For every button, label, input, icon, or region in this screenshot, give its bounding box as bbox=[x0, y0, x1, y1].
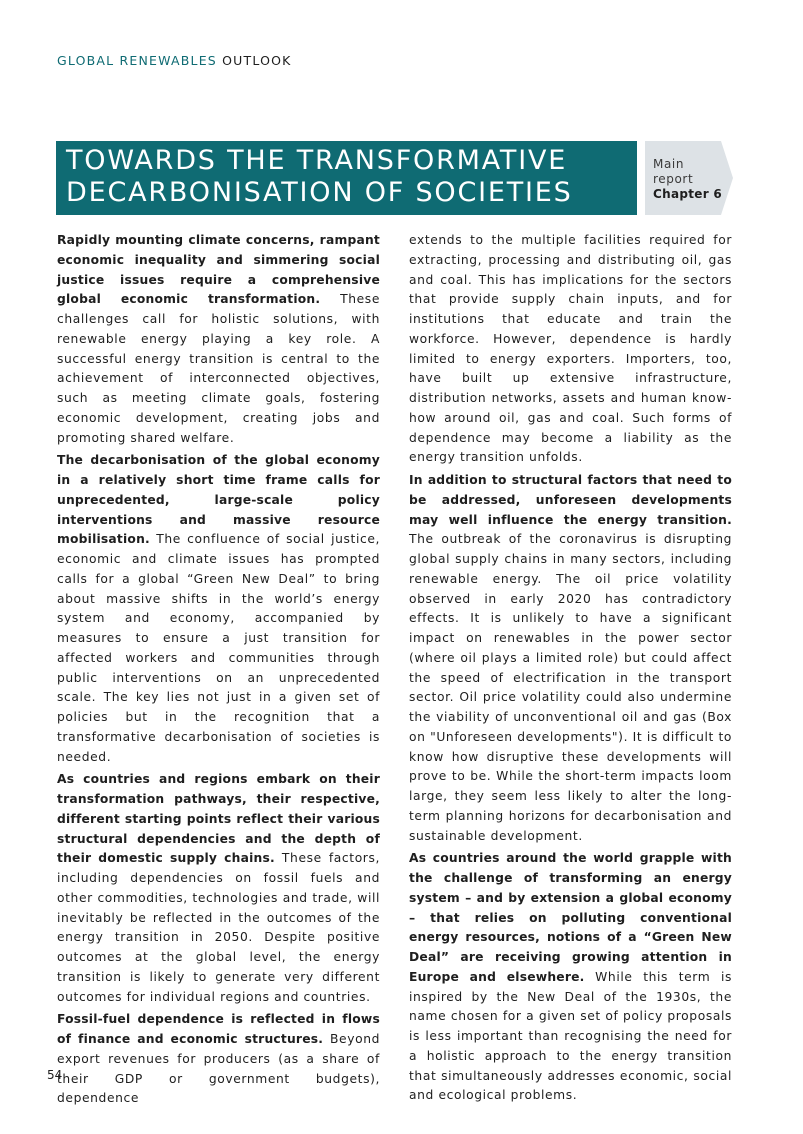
chapter-tab-text bbox=[653, 157, 722, 202]
paragraph-text: extends to the multiple facilities required for extracting, processing and distributing oil, gas and coal. This has implications for the sectors that provide supply chain inputs, and for institutions that educate and train the workforce. However, dependence is hardly limited to energy exporters. Importers, too, have built up extensive infrastructure, distribution networks, assets and human know-how around oil, gas and coal. Such forms of dependence may become a liability as the energy transition unfolds. bbox=[409, 233, 732, 465]
running-header-section: OUTLOOK bbox=[216, 53, 292, 68]
running-header bbox=[57, 53, 292, 68]
running-header-brand: GLOBAL RENEWABLES bbox=[57, 53, 217, 68]
paragraph-text: Beyond export revenues for producers (as a share of their GDP or government budgets), dependence bbox=[57, 1032, 380, 1106]
paragraph-text: These factors, including dependencies on fossil fuels and other commodities, technologies and trade, will inevitably be reflected in the outcomes of the energy transition in 2050. Despite positive outcomes at the global level, the energy transition is likely to generate very different outcomes for individual regions and countries. bbox=[57, 851, 380, 1004]
paragraph bbox=[409, 471, 732, 846]
paragraph-lead: The decarbonisation of the global economy in a relatively short time frame calls for unprecedented, large-scale policy interventions and massive resource mobilisation. bbox=[57, 453, 380, 547]
paragraph bbox=[409, 231, 732, 468]
paragraph-lead: Fossil-fuel dependence is reflected in flows of finance and economic structures. bbox=[57, 1012, 380, 1046]
paragraph bbox=[57, 231, 380, 448]
paragraph-text: While this term is inspired by the New Deal of the 1930s, the name chosen for a given set of policy proposals is less important than recognising the need for a holistic approach to the energy transition that simultaneously addresses economic, social and ecological problems. bbox=[409, 969, 732, 1103]
paragraph-text: The confluence of social justice, economic and climate issues has prompted calls for a global “Green New Deal” to bring about massive shifts in the world’s energy system and economy, accompanied by measures to ensure a just transition for affected workers and communities through public interventions on an unprecedented scale. The key lies not just in a given set of policies but in the recognition that a transformative decarbonisation of societies is needed. bbox=[57, 532, 380, 764]
paragraph-text: The outbreak of the coronavirus is disrupting global supply chains in many sectors, including renewable energy. The oil price volatility observed in early 2020 has contradictory effects. It is unlikely to have a significant impact on renewables in the power sector (where oil plays a limited role) but could affect the speed of electrification in the transport sector. Oil price volatility could also undermine the viability of unconventional oil and gas (Box on "Unforeseen developments"). It is difficult to know how disruptive these developments will prove to be. While the short-term impacts loom large, they seem less likely to alter the long-term planning horizons for decarbonisation and sustainable development. bbox=[409, 532, 732, 843]
chapter-tab-number: Chapter 6 bbox=[653, 187, 723, 201]
paragraph-lead: In addition to structural factors that need to be addressed, unforeseen developments may well influence the energy transition. bbox=[409, 473, 732, 527]
paragraph-lead: As countries and regions embark on their transformation pathways, their respective, different starting points reflect their various structural dependencies and the depth of their domestic supply chains. bbox=[57, 772, 380, 866]
paragraph bbox=[57, 451, 380, 767]
chapter-title-block bbox=[56, 141, 637, 215]
page-number: 54 bbox=[47, 1068, 63, 1082]
chapter-tab bbox=[645, 141, 733, 215]
chapter-title-line-2: DECARBONISATION OF SOCIETIES bbox=[66, 177, 573, 208]
body-column-right bbox=[409, 231, 732, 1109]
paragraph bbox=[57, 770, 380, 1007]
chapter-title-line-1: TOWARDS THE TRANSFORMATIVE bbox=[66, 145, 568, 176]
chapter-tab-report: report bbox=[653, 172, 694, 186]
chapter-tab-main: Main bbox=[653, 157, 685, 171]
paragraph-lead: Rapidly mounting climate concerns, rampant economic inequality and simmering social justice issues require a comprehensive global economic transformation. bbox=[57, 233, 380, 307]
body-column-left bbox=[57, 231, 380, 1112]
paragraph bbox=[409, 849, 732, 1106]
paragraph bbox=[57, 1010, 380, 1109]
paragraph-lead: As countries around the world grapple with the challenge of transforming an energy system – and by extension a global economy – that relies on polluting conventional energy resources, notions of a “Green New Deal” are receiving growing attention in Europe and elsewhere. bbox=[409, 851, 732, 984]
paragraph-text: These challenges call for holistic solutions, with renewable energy playing a key role. A successful energy transition is central to the achievement of interconnected objectives, such as meeting climate goals, fostering economic development, creating jobs and promoting shared welfare. bbox=[57, 292, 380, 445]
